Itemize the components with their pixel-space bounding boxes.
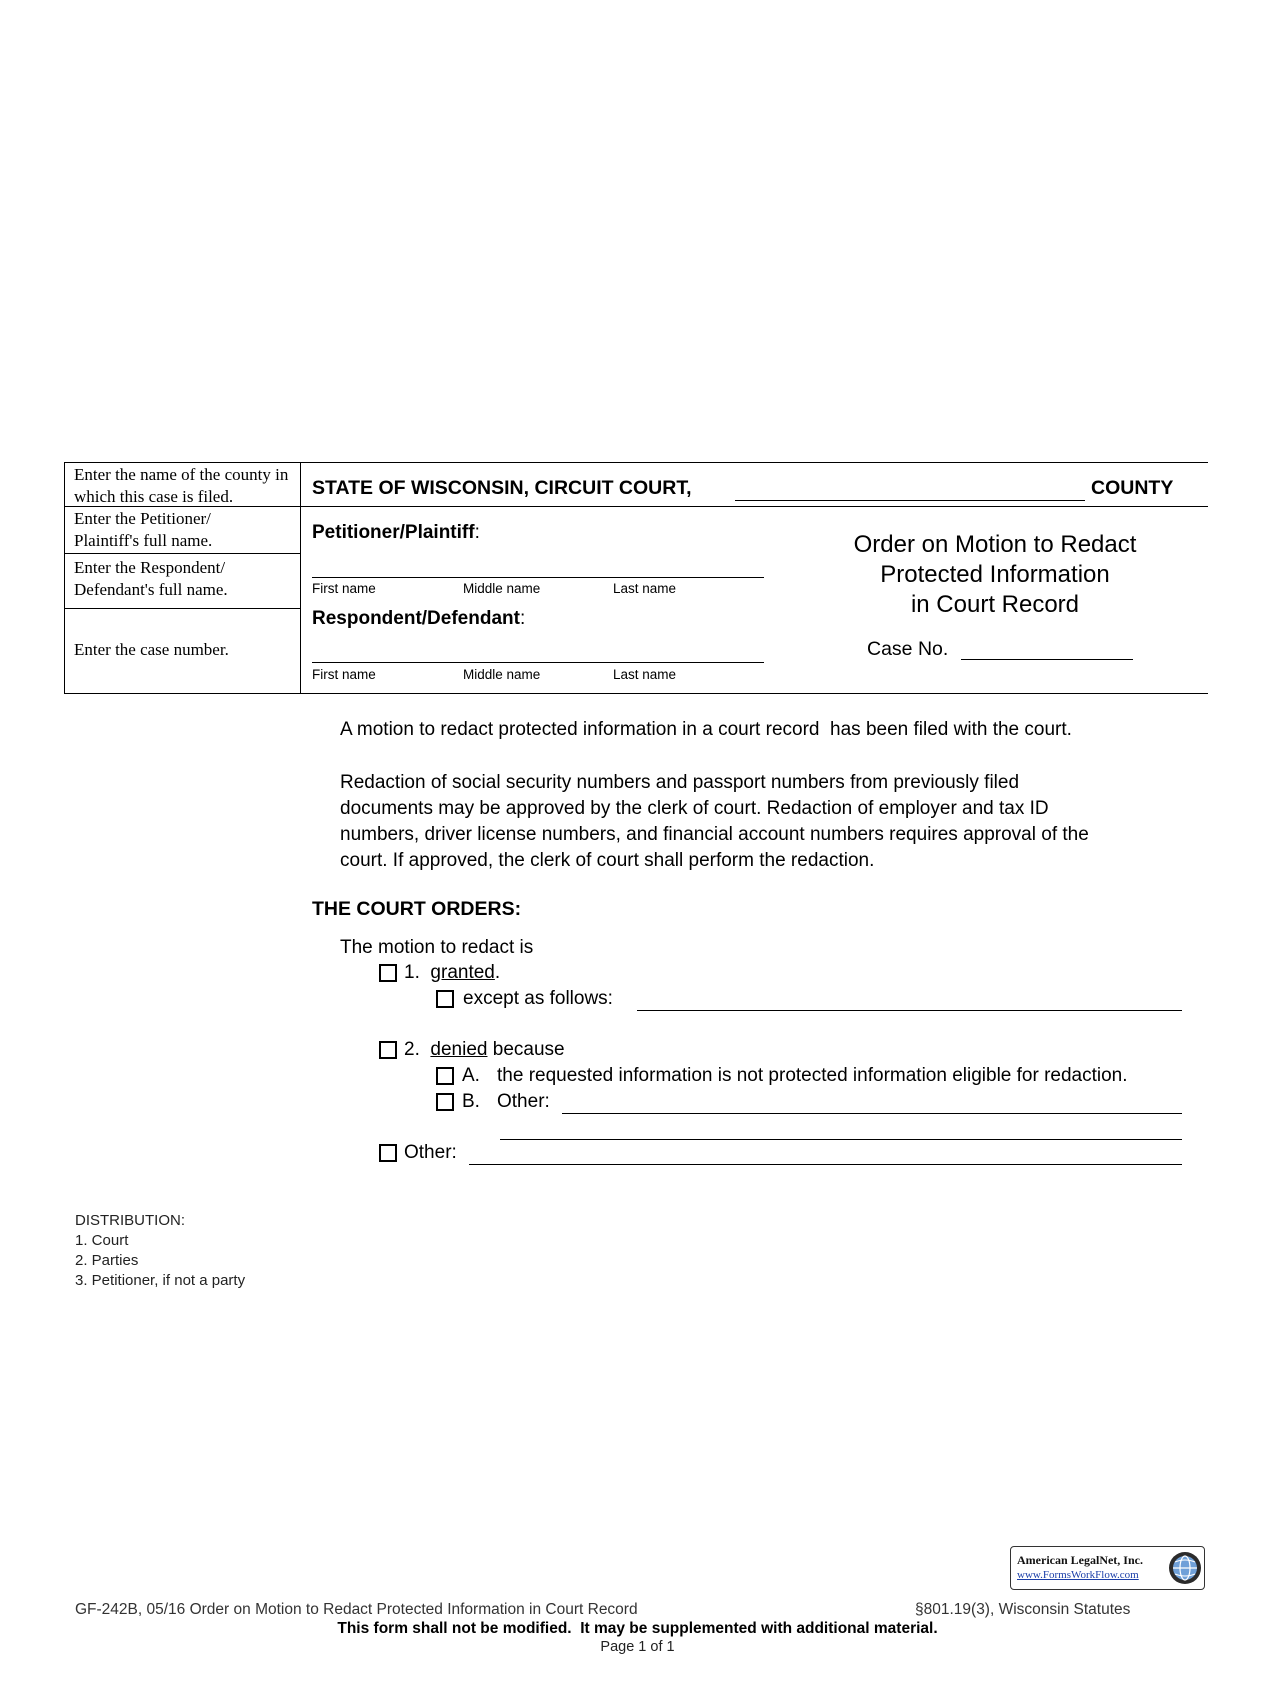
respondent-middle-name-caption: Middle name xyxy=(463,667,541,682)
option-2 xyxy=(404,1039,565,1061)
reason-b-line-1[interactable] xyxy=(562,1113,1182,1114)
court-line: STATE OF WISCONSIN, CIRCUIT COURT, xyxy=(312,477,692,499)
option-2-number: 2. xyxy=(404,1039,420,1060)
caption-top-border xyxy=(64,462,1208,463)
logo-url: www.FormsWorkFlow.com xyxy=(1017,1569,1139,1581)
form-title xyxy=(790,530,1200,620)
distribution xyxy=(75,1211,245,1291)
option-1 xyxy=(404,962,500,984)
granted-period: . xyxy=(494,962,501,983)
reason-a-text: the requested information is not protected information eligible for redaction. xyxy=(497,1065,1128,1086)
reason-b-checkbox[interactable] xyxy=(436,1093,454,1111)
form-title-line-1: Order on Motion to Redact xyxy=(853,531,1137,558)
petitioner-last-name-caption: Last name xyxy=(613,581,677,596)
petitioner-name-line[interactable] xyxy=(312,577,764,578)
other-checkbox[interactable] xyxy=(379,1144,397,1162)
footer-form-id: GF-242B, 05/16 Order on Motion to Redact Protected Information in Court Record xyxy=(75,1601,638,1618)
distribution-item: 1. Court xyxy=(75,1232,129,1249)
denied-checkbox[interactable] xyxy=(379,1041,397,1059)
petitioner-label-row xyxy=(312,522,480,544)
denied-because: because xyxy=(487,1039,565,1060)
instruction-case-number: Enter the case number. xyxy=(74,640,229,659)
row-divider-3 xyxy=(64,608,301,609)
option-1-number: 1. xyxy=(404,962,420,983)
instruction-county: Enter the name of the county in which this case is filed. xyxy=(74,465,289,506)
motion-filed-statement: A motion to redact protected information in a court record has been filed with the court. xyxy=(340,719,1072,740)
motion-intro: The motion to redact is xyxy=(340,937,534,958)
redaction-explanation-line-4: court. If approved, the clerk of court shall perform the redaction. xyxy=(340,850,875,871)
petitioner-first-name-caption: First name xyxy=(312,581,376,596)
caption-bottom-border xyxy=(64,693,1208,694)
respondent-colon: : xyxy=(519,608,526,629)
county-label: COUNTY xyxy=(1091,477,1174,499)
except-checkbox[interactable] xyxy=(436,990,454,1008)
footer-notice: This form shall not be modified. It may be supplemented with additional material. xyxy=(337,1620,938,1637)
distribution-item: 2. Parties xyxy=(75,1252,139,1269)
respondent-last-name-caption: Last name xyxy=(613,667,677,682)
other-line[interactable] xyxy=(469,1164,1182,1165)
reason-a-letter: A. xyxy=(462,1065,480,1086)
case-no-blank[interactable] xyxy=(961,659,1133,660)
reason-a-checkbox[interactable] xyxy=(436,1067,454,1085)
distribution-item: 3. Petitioner, if not a party xyxy=(75,1272,246,1289)
american-legalnet-logo xyxy=(1010,1546,1205,1590)
petitioner-label: Petitioner/Plaintiff xyxy=(312,522,475,543)
instruction-petitioner: Enter the Petitioner/ Plaintiff's full name. xyxy=(74,509,213,550)
row-divider-2 xyxy=(64,553,301,554)
court-orders-heading: THE COURT ORDERS: xyxy=(312,898,522,920)
redaction-explanation xyxy=(340,770,1089,874)
county-blank[interactable] xyxy=(735,500,1085,501)
redaction-explanation-line-3: numbers, driver license numbers, and financial account numbers requires approval of the xyxy=(340,824,1089,845)
respondent-label-row xyxy=(312,608,525,630)
petitioner-colon: : xyxy=(474,522,480,543)
globe-icon xyxy=(1167,1550,1203,1586)
case-no-label: Case No. xyxy=(867,638,949,660)
reason-b-line-2[interactable] xyxy=(500,1139,1182,1140)
denied-label: denied xyxy=(430,1039,488,1060)
distribution-heading: DISTRIBUTION: xyxy=(75,1212,186,1229)
form-title-line-2: Protected Information xyxy=(880,561,1110,588)
footer-statute: §801.19(3), Wisconsin Statutes xyxy=(915,1601,1131,1618)
instruction-respondent: Enter the Respondent/ Defendant's full name. xyxy=(74,558,228,599)
respondent-name-line[interactable] xyxy=(312,662,764,663)
respondent-first-name-caption: First name xyxy=(312,667,376,682)
logo-company: American LegalNet, Inc. xyxy=(1017,1553,1143,1567)
caption-left-border xyxy=(64,462,65,694)
except-as-follows-label: except as follows: xyxy=(463,988,613,1009)
footer-page-number: Page 1 of 1 xyxy=(600,1639,675,1655)
except-line[interactable] xyxy=(637,1010,1182,1011)
redaction-explanation-line-2: documents may be approved by the clerk of court. Redaction of employer and tax ID xyxy=(340,798,1049,819)
form-title-line-3: in Court Record xyxy=(910,591,1080,618)
respondent-label: Respondent/Defendant xyxy=(312,608,520,629)
granted-checkbox[interactable] xyxy=(379,964,397,982)
redaction-explanation-line-1: Redaction of social security numbers and passport numbers from previously filed xyxy=(340,772,1020,793)
petitioner-middle-name-caption: Middle name xyxy=(463,581,541,596)
granted-label: granted xyxy=(430,962,495,983)
caption-divider xyxy=(300,462,301,694)
reason-b-letter: B. xyxy=(462,1091,480,1112)
reason-b-other-label: Other: xyxy=(497,1091,550,1112)
other-label: Other: xyxy=(404,1142,457,1163)
